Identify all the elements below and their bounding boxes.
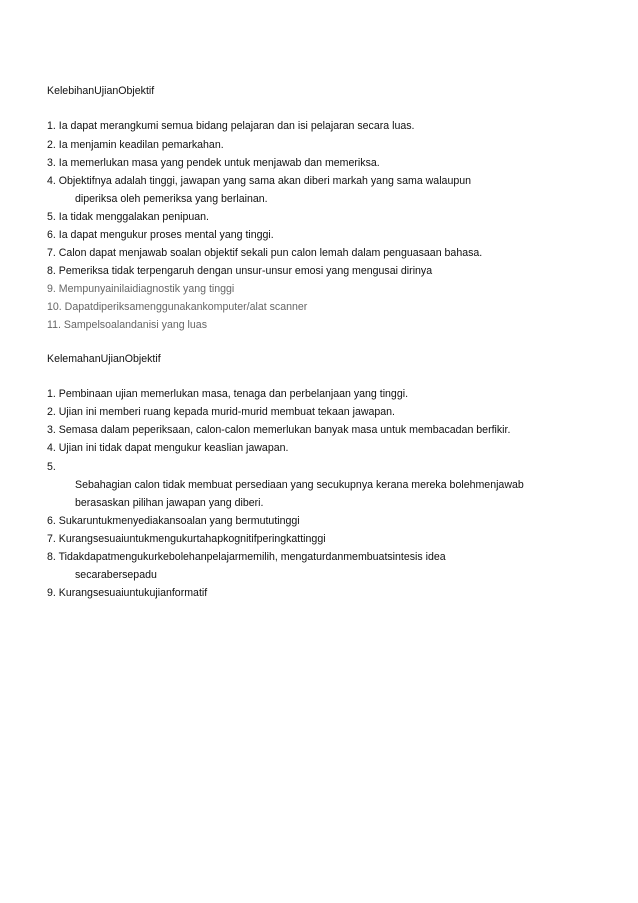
disadvantage-item-8: 8. Tidakdapatmengukurkebolehanpelajarmemilih, mengaturdanmembuatsintesis idea [47, 551, 446, 563]
disadvantage-item-5-number: 5. [47, 461, 56, 473]
disadvantages-heading: KelemahanUjianObjektif [47, 353, 161, 365]
disadvantage-item-8-continued: secarabersepadu [75, 569, 157, 581]
advantage-item-10: 10. Dapatdiperiksamenggunakankomputer/alat scanner [47, 301, 308, 313]
advantage-item-11: 11. Sampelsoalandanisi yang luas [47, 319, 207, 331]
disadvantage-item-2: 2. Ujian ini memberi ruang kepada murid-murid membuat tekaan jawapan. [47, 406, 396, 418]
advantage-item-4-continued: diperiksa oleh pemeriksa yang berlainan. [75, 193, 268, 205]
advantage-item-1: 1. Ia dapat merangkumi semua bidang pelajaran dan isi pelajaran secara luas. [47, 120, 415, 132]
advantage-item-9: 9. Mempunyainilaidiagnostik yang tinggi [47, 283, 235, 295]
disadvantage-item-5-continued: berasaskan pilihan jawapan yang diberi. [75, 497, 264, 509]
advantage-item-8: 8. Pemeriksa tidak terpengaruh dengan unsur-unsur emosi yang mengusai dirinya [47, 265, 433, 277]
advantage-item-3: 3. Ia memerlukan masa yang pendek untuk menjawab dan memeriksa. [47, 157, 380, 169]
disadvantage-item-4: 4. Ujian ini tidak dapat mengukur keaslian jawapan. [47, 442, 289, 454]
advantage-item-6: 6. Ia dapat mengukur proses mental yang tinggi. [47, 229, 274, 241]
disadvantage-item-3: 3. Semasa dalam peperiksaan, calon-calon memerlukan banyak masa untuk membacadan berfikir. [47, 424, 511, 436]
advantage-item-7: 7. Calon dapat menjawab soalan objektif sekali pun calon lemah dalam penguasaan bahasa. [47, 247, 483, 259]
disadvantage-item-1: 1. Pembinaan ujian memerlukan masa, tenaga dan perbelanjaan yang tinggi. [47, 388, 409, 400]
advantage-item-2: 2. Ia menjamin keadilan pemarkahan. [47, 139, 224, 151]
advantage-item-5: 5. Ia tidak menggalakan penipuan. [47, 211, 209, 223]
advantages-heading: KelebihanUjianObjektif [47, 85, 155, 97]
disadvantage-item-6: 6. Sukaruntukmenyediakansoalan yang bermututinggi [47, 515, 300, 527]
disadvantage-item-7: 7. Kurangsesuaiuntukmengukurtahapkognitifperingkattinggi [47, 533, 326, 545]
advantage-item-4: 4. Objektifnya adalah tinggi, jawapan yang sama akan diberi markah yang sama walaupun [47, 175, 472, 187]
disadvantage-item-5: Sebahagian calon tidak membuat persediaan yang secukupnya kerana mereka bolehmenjawab [75, 479, 524, 491]
disadvantage-item-9: 9. Kurangsesuaiuntukujianformatif [47, 587, 208, 599]
